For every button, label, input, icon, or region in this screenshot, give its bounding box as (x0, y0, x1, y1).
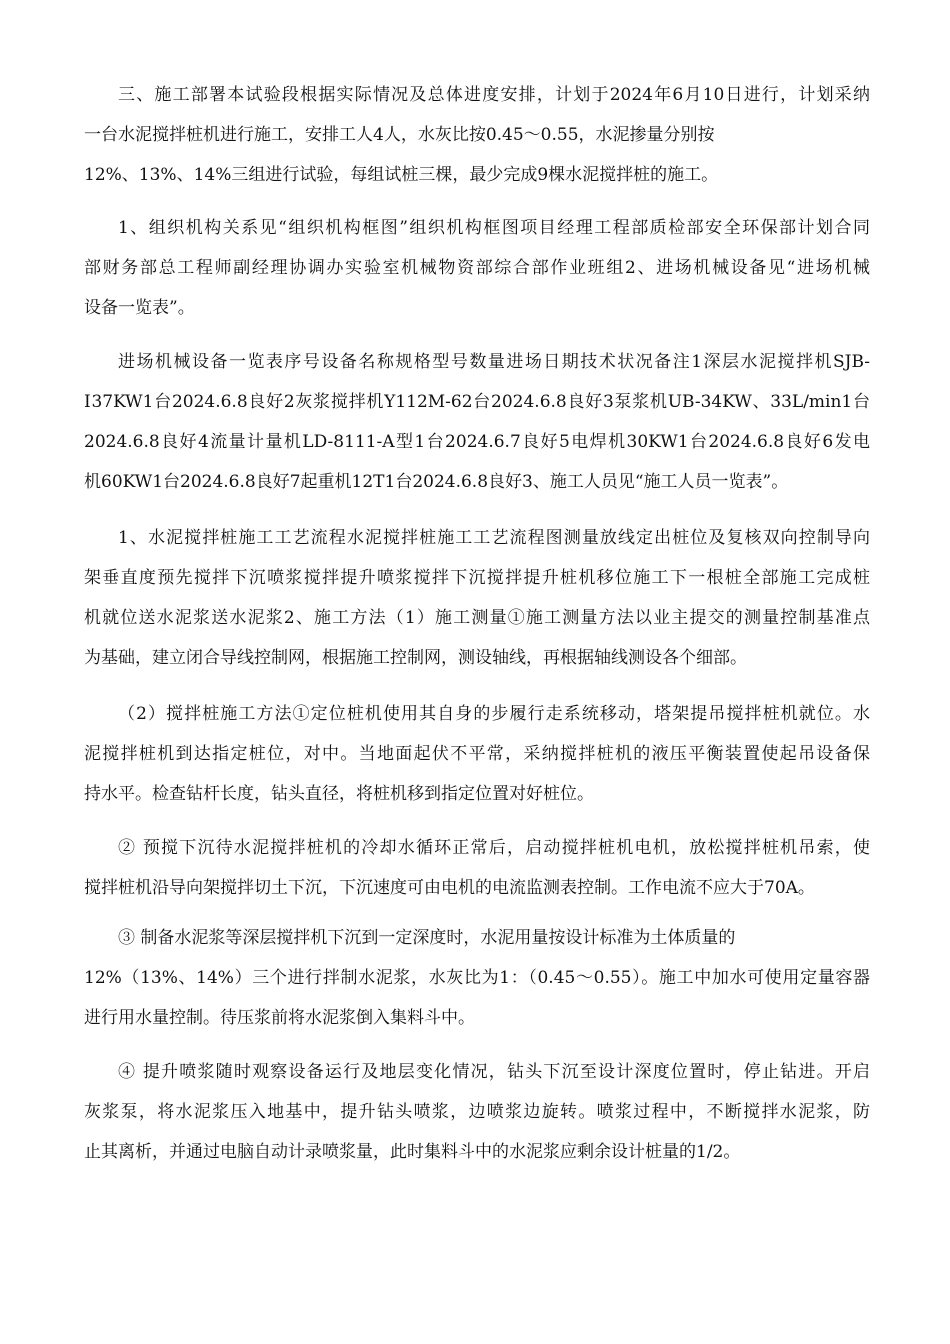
text-line: 机就位送水泥浆送水泥浆2、施工方法（1）施工测量①施工测量方法以业主提交的测量控制基准点 (84, 608, 870, 628)
text-line: 进行用水量控制。待压浆前将水泥浆倒入集料斗中。 (84, 1008, 475, 1028)
text-line: 搅拌桩机沿导向架搅拌切土下沉，下沉速度可由电机的电流监测表控制。工作电流不应大于70A。 (84, 878, 815, 898)
text-line: 一台水泥搅拌桩机进行施工，安排工人4人，水灰比按0.45～0.55，水泥掺量分别按 (84, 125, 715, 145)
text-line: 泥搅拌桩机到达指定桩位，对中。当地面起伏不平常，采纳搅拌桩机的液压平衡装置使起吊设备保 (84, 744, 870, 764)
text-line: 12%（13%、14%）三个进行拌制水泥浆，水灰比为1：（0.45～0.55）。施工中加水可使用定量容器 (84, 968, 870, 988)
text-line: 进场机械设备一览表序号设备名称规格型号数量进场日期技术状况备注1深层水泥搅拌机SJB- (118, 352, 870, 372)
text-line: 2024.6.8良好4流量计量机LD-8111-A型1台2024.6.7良好5电焊机30KW1台2024.6.8良好6发电 (84, 432, 870, 452)
paragraph-equipment-list (84, 342, 870, 502)
text-line: 部财务部总工程师副经理协调办实验室机械物资部综合部作业班组2、进场机械设备见“进场机械 (84, 258, 870, 278)
text-line: 12%、13%、14%三组进行试验，每组试桩三棵，最少完成9棵水泥搅拌桩的施工。 (84, 165, 719, 185)
paragraph-lift-grouting (84, 1052, 870, 1172)
text-line: （2）搅拌桩施工方法①定位桩机使用其自身的步履行走系统移动，塔架提吊搅拌桩机就位。水 (118, 704, 870, 724)
text-line: ② 预搅下沉待水泥搅拌桩机的冷却水循环正常后，启动搅拌桩机电机，放松搅拌桩机吊索，使 (118, 838, 870, 858)
text-line: 三、施工部署本试验段根据实际情况及总体进度安排，计划于2024年6月10日进行，计划采纳 (118, 85, 870, 105)
text-line: 机60KW1台2024.6.8良好7起重机12T1台2024.6.8良好3、施工人员见“施工人员一览表”。 (84, 472, 789, 492)
text-line: ④ 提升喷浆随时观察设备运行及地层变化情况，钻头下沉至设计深度位置时，停止钻进。开启 (118, 1062, 870, 1082)
text-line: 止其离析，并通过电脑自动计录喷浆量，此时集料斗中的水泥浆应剩余设计桩量的1/2。 (84, 1142, 741, 1162)
text-line: Ⅰ37KW1台2024.6.8良好2灰浆搅拌机Y112M-62台2024.6.8良好3泵浆机UB-34KW、33L/min1台 (84, 392, 870, 412)
text-line: 1、水泥搅拌桩施工工艺流程水泥搅拌桩施工工艺流程图测量放线定出桩位及复核双向控制导向 (118, 528, 870, 548)
text-line: 设备一览表”。 (84, 298, 195, 318)
text-line: ③ 制备水泥浆等深层搅拌机下沉到一定深度时，水泥用量按设计标准为土体质量的 (118, 928, 736, 948)
text-line: 架垂直度预先搅拌下沉喷浆搅拌提升喷浆搅拌下沉搅拌提升桩机移位施工下一根桩全部施工完成桩 (84, 568, 870, 588)
paragraph-organization (84, 208, 870, 328)
paragraph-construction-deployment (84, 75, 870, 195)
text-line: 灰浆泵，将水泥浆压入地基中，提升钻头喷浆，边喷浆边旋转。喷浆过程中，不断搅拌水泥浆，防 (84, 1102, 870, 1122)
paragraph-pre-mix-sinking (84, 828, 870, 908)
paragraph-process-flow (84, 518, 870, 678)
paragraph-pile-positioning (84, 694, 870, 814)
paragraph-cement-slurry (84, 918, 870, 1038)
text-line: 持水平。检查钻杆长度，钻头直径，将桩机移到指定位置对好桩位。 (84, 784, 594, 804)
text-line: 为基础，建立闭合导线控制网，根据施工控制网，测设轴线，再根据轴线测设各个细部。 (84, 648, 747, 668)
text-line: 1、组织机构关系见“组织机构框图”组织机构框图项目经理工程部质检部安全环保部计划合同 (118, 218, 870, 238)
